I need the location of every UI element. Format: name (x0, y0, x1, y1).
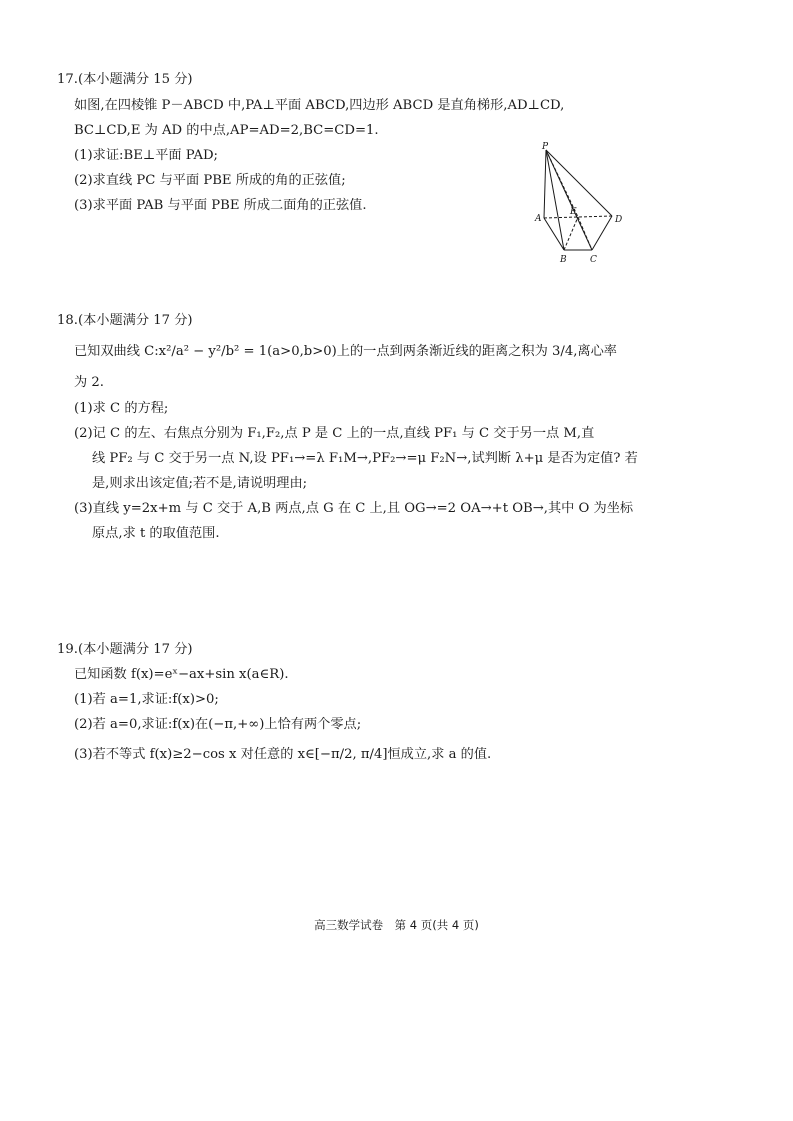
q19-part-2: (2)若 a=0,求证:f(x)在(−π,+∞)上恰有两个零点; (74, 717, 362, 732)
q17-part-2: (2)求直线 PC 与平面 PBE 所成的角的正弦值; (74, 173, 346, 188)
label-A: A (535, 214, 542, 224)
q19-part-3: (3)若不等式 f(x)≥2−cos x 对任意的 x∈[−π/2, π/4]恒成立,求 a 的值. (74, 747, 492, 762)
label-P: P (542, 142, 549, 152)
q18-part-2-line-2: 线 PF₂ 与 C 交于另一点 N,设 PF₁→=λ F₁M→,PF₂→=μ F₂N→,试判断 λ+μ 是否为定值? 若 (92, 451, 638, 466)
q17-part-3: (3)求平面 PAB 与平面 PBE 所成二面角的正弦值. (74, 198, 367, 213)
label-C: C (590, 255, 597, 265)
page-footer: 高三数学试卷 第 4 页(共 4 页) (314, 918, 479, 932)
q18-line-2: 为 2. (74, 375, 104, 390)
q17-part-1: (1)求证:BE⊥平面 PAD; (74, 148, 218, 163)
q18-part-2-line-3: 是,则求出该定值;若不是,请说明理由; (92, 476, 308, 491)
q17-line-1: 如图,在四棱锥 P－ABCD 中,PA⊥平面 ABCD,四边形 ABCD 是直角梯形,AD⊥CD, (74, 98, 565, 113)
q19-part-1: (1)若 a=1,求证:f(x)>0; (74, 692, 219, 707)
q19-header: 19.(本小题满分 17 分) (57, 642, 193, 657)
q18-header: 18.(本小题满分 17 分) (57, 313, 193, 328)
q18-part-3-line-1: (3)直线 y=2x+m 与 C 交于 A,B 两点,点 G 在 C 上,且 OG→=2 OA→+t OB→,其中 O 为坐标 (74, 501, 634, 516)
q17-header: 17.(本小题满分 15 分) (57, 72, 193, 87)
label-D: D (615, 215, 623, 225)
q18-line-1: 已知双曲线 C:x²/a² − y²/b² = 1(a>0,b>0)上的一点到两条渐近线的距离之积为 3/4,离心率 (74, 344, 617, 359)
q18-part-2-line-1: (2)记 C 的左、右焦点分别为 F₁,F₂,点 P 是 C 上的一点,直线 PF₁ 与 C 交于另一点 M,直 (74, 426, 595, 441)
q17-line-2: BC⊥CD,E 为 AD 的中点,AP=AD=2,BC=CD=1. (74, 123, 379, 138)
q19-line-1: 已知函数 f(x)=eˣ−ax+sin x(a∈R). (74, 667, 289, 682)
pyramid-figure (532, 140, 632, 265)
label-B: B (560, 255, 567, 265)
q18-part-3-line-2: 原点,求 t 的取值范围. (92, 526, 220, 541)
label-E: E (570, 207, 577, 217)
q18-part-1: (1)求 C 的方程; (74, 401, 169, 416)
